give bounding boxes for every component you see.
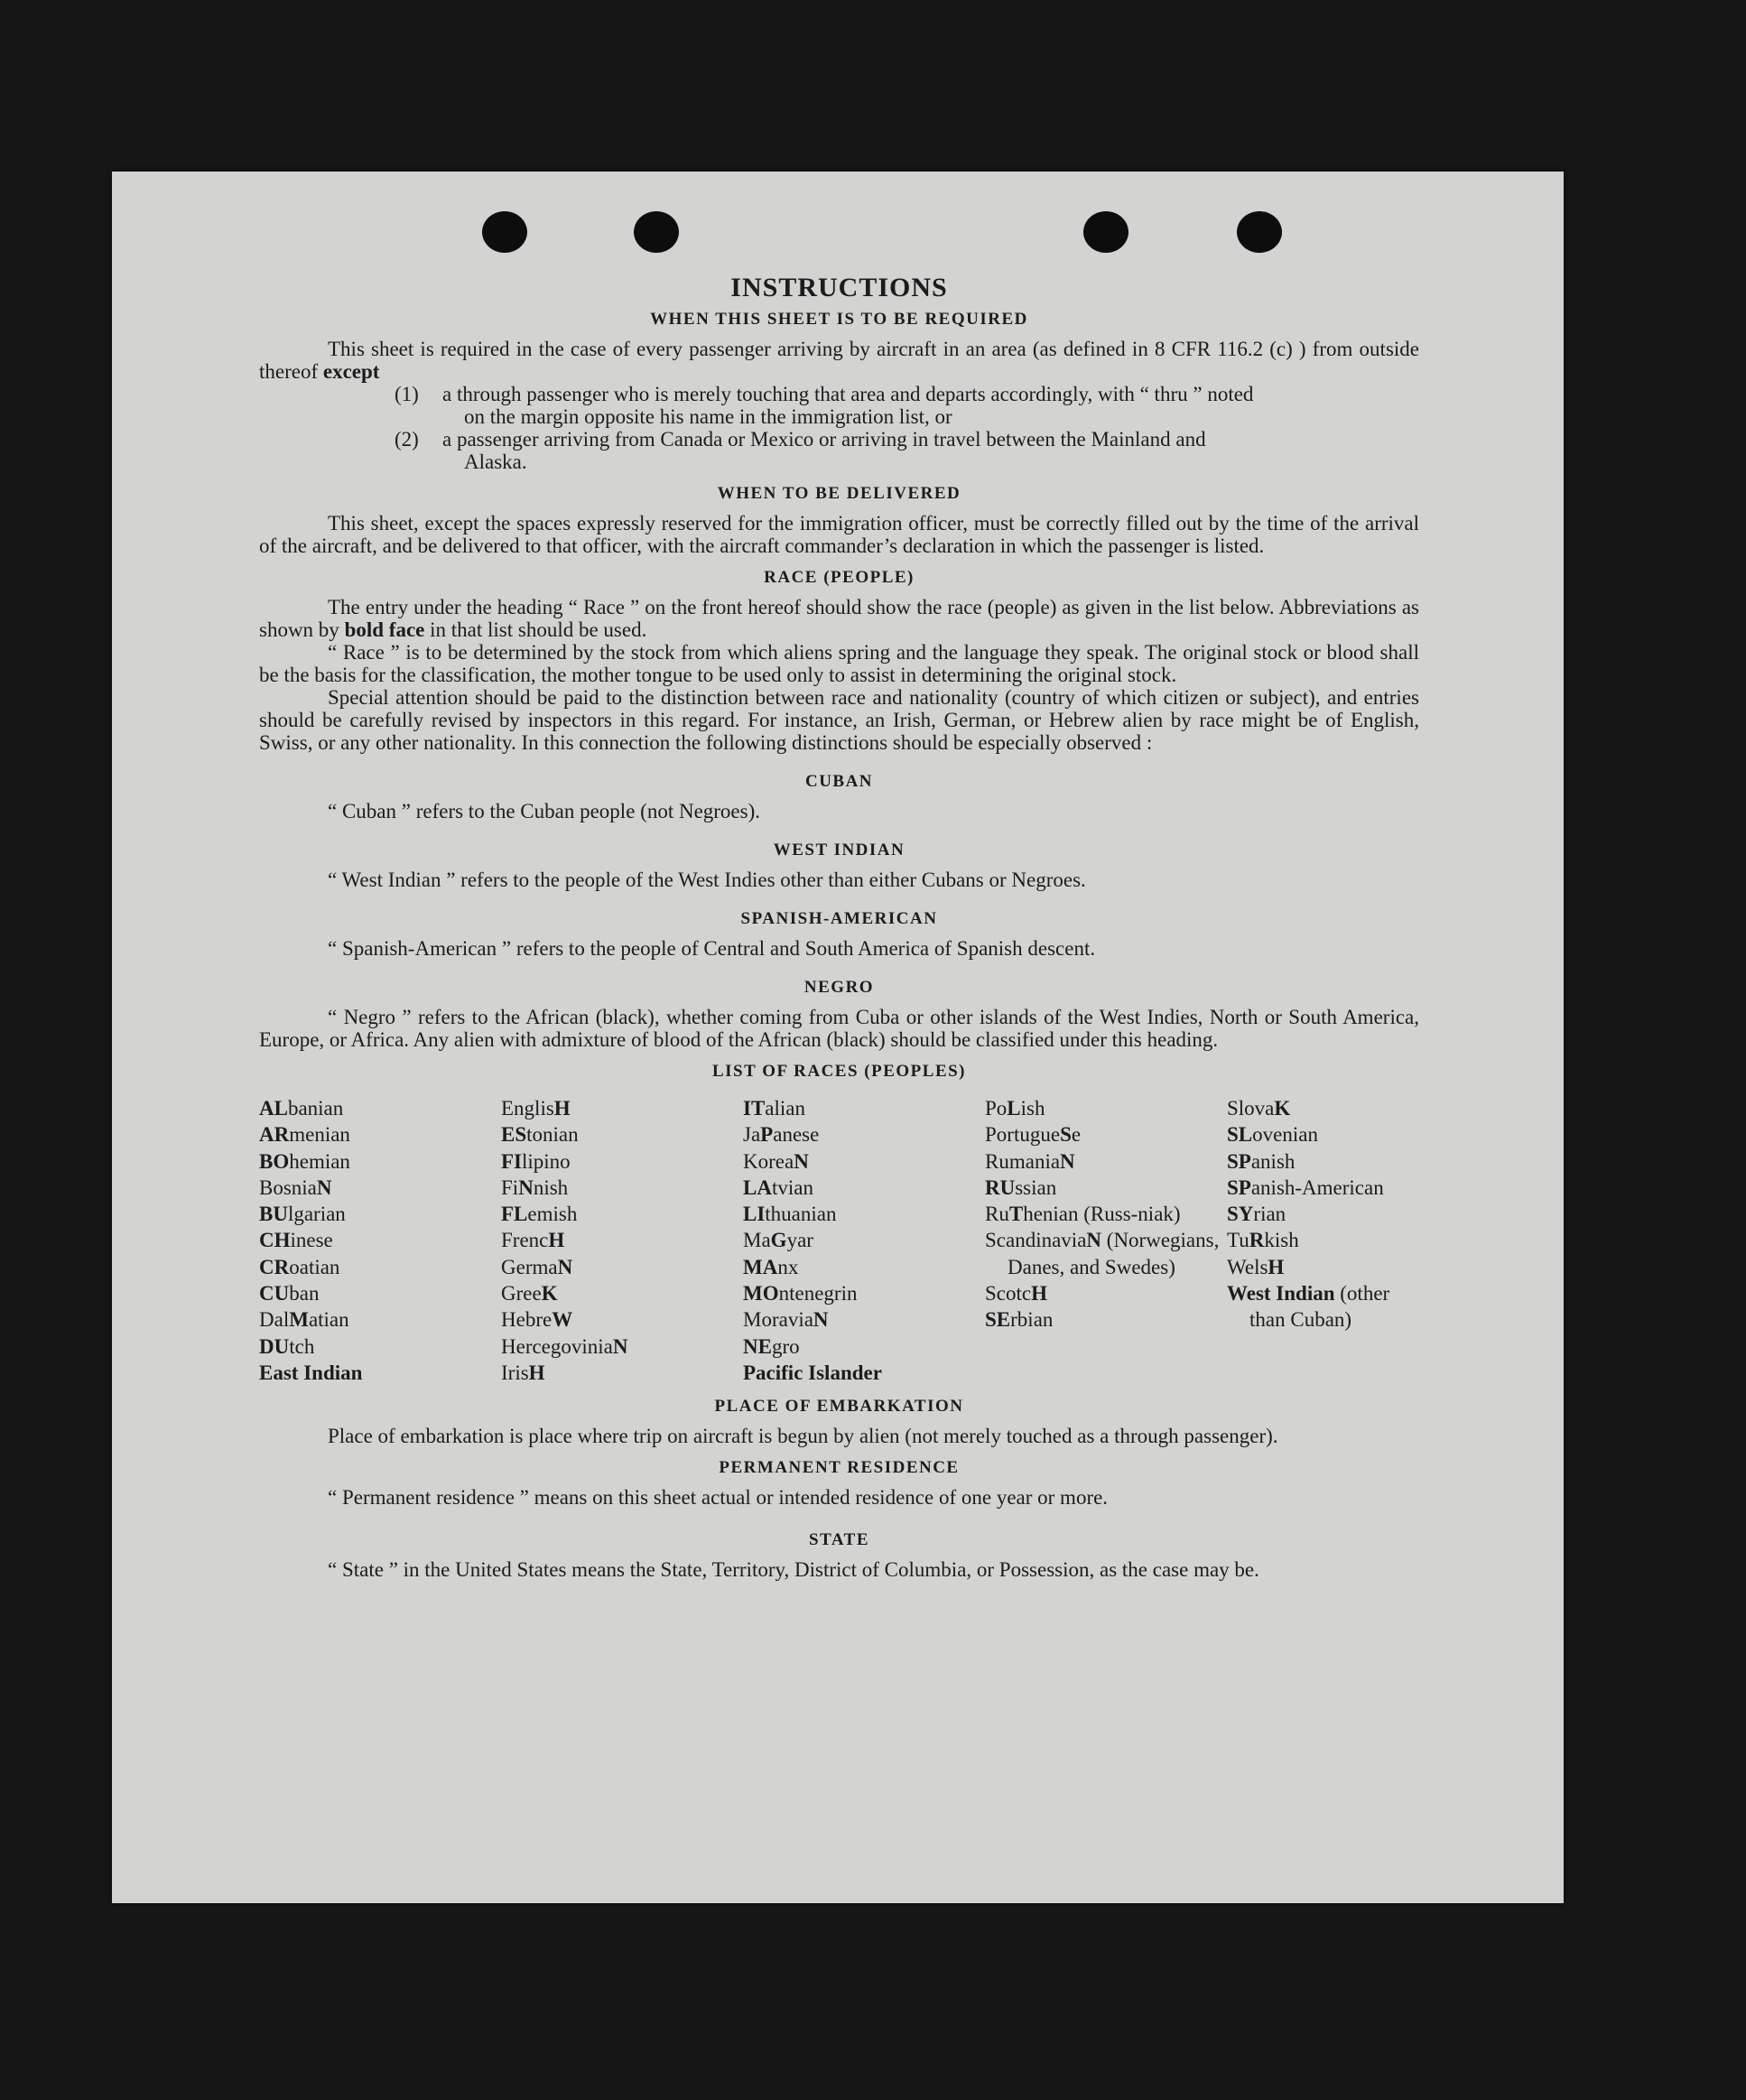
heading-permanent-residence: PERMANENT RESIDENCE (719, 1458, 960, 1478)
race-entry: FIlipino (501, 1149, 571, 1173)
race-entry: PoLish (985, 1097, 1045, 1120)
race-entry: ITalian (743, 1097, 805, 1120)
race-entry: NEgro (743, 1334, 800, 1358)
race-entry: MaGyar (743, 1229, 813, 1252)
heading-race: RACE (PEOPLE) (764, 568, 915, 587)
race-paragraph-2: “ Race ” is to be determined by the stock from which aliens spring and the language they speak. The original stock or blood shall be the basis for the classification, the mother tongue to be used only to assist in determining the original stock. (259, 641, 1419, 686)
instruction-sheet (112, 172, 1564, 1903)
race-entry: MAnx (743, 1255, 799, 1278)
race-entry: SLovenian (1227, 1123, 1318, 1147)
race-entry: FiNnish (501, 1175, 569, 1199)
race-entry: BUlgarian (259, 1203, 346, 1226)
race-entry: LIthuanian (743, 1203, 837, 1226)
heading-when-delivered: WHEN TO BE DELIVERED (717, 484, 961, 503)
race-entry: DalMatian (259, 1308, 349, 1332)
heading-when-required: WHEN THIS SHEET IS TO BE REQUIRED (650, 310, 1028, 329)
race-entry: CUban (259, 1282, 320, 1306)
race-entry: WelsH (1227, 1255, 1285, 1278)
exception-item-1: (1) a through passenger who is merely touching that area and departs accordingly, with “ thru ” noted on the margin opposite his name in the immigration list, or (395, 383, 1254, 428)
spanish-american-text: “ Spanish-American ” refers to the people of Central and South America of Spanish descent. (328, 937, 1096, 960)
negro-text: “ Negro ” refers to the African (black), whether coming from Cuba or other islands of the West Indies, North or South America, Europe, or Africa. Any alien with admixture of blood of the African (black) should be classified under this heading. (259, 1006, 1419, 1051)
race-entry: CHinese (259, 1229, 333, 1252)
race-entry: RumaniaN (985, 1149, 1075, 1173)
race-paragraph-3: Special attention should be paid to the distinction between race and nationality (country of which citizen or subject), and entries should be carefully revised by inspectors in this regard. For instance, an Irish, German, or Hebrew alien by race might be of English, Swiss, or any other nationality. In this connection the following distinctions should be especially observed : (259, 686, 1419, 754)
race-entry: East Indian (259, 1361, 363, 1384)
race-entry: SPanish (1227, 1149, 1296, 1173)
race-entry: RUssian (985, 1175, 1057, 1199)
race-entry: West Indian (other than Cuban) (1227, 1282, 1390, 1332)
when-delivered-text: This sheet, except the spaces expressly reserved for the immigration officer, must be correctly filled out by the time of the arrival of the aircraft, and be delivered to that officer, with the aircraft commander’s declaration in which the passenger is listed. (259, 512, 1419, 557)
race-entry: MoraviaN (743, 1308, 829, 1332)
race-entry: RuThenian (Russ-niak) (985, 1203, 1181, 1226)
state-text: “ State ” in the United States means the State, Territory, District of Columbia, or Possession, as the case may be. (328, 1558, 1259, 1582)
race-entry: CRoatian (259, 1255, 340, 1278)
race-entry: GreeK (501, 1282, 558, 1306)
cuban-text: “ Cuban ” refers to the Cuban people (not Negroes). (328, 800, 761, 822)
heading-list-of-races: LIST OF RACES (PEOPLES) (711, 1062, 967, 1081)
punch-hole (634, 211, 679, 253)
race-entry: HercegoviniaN (501, 1334, 628, 1358)
exception-item-2: (2) a passenger arriving from Canada or Mexico or arriving in travel between the Mainland and Alaska. (395, 428, 1206, 473)
heading-west-indian: WEST INDIAN (773, 841, 906, 860)
punch-hole (1083, 211, 1128, 253)
races-column-4 (985, 1095, 1227, 1386)
west-indian-text: “ West Indian ” refers to the people of the West Indies other than either Cubans or Negroes. (328, 869, 1086, 891)
instructions-content (259, 273, 1419, 1582)
race-entry: FrencH (501, 1229, 565, 1252)
race-entry: FLemish (501, 1203, 578, 1226)
race-entry: SErbian (985, 1308, 1054, 1332)
heading-state: STATE (809, 1530, 869, 1550)
race-entry: EStonian (501, 1123, 579, 1147)
race-entry: GermaN (501, 1255, 573, 1278)
race-entry: ScotcH (985, 1282, 1047, 1306)
permanent-residence-text: “ Permanent residence ” means on this sheet actual or intended residence of one year or more. (328, 1486, 1109, 1510)
race-entry: LAtvian (743, 1175, 813, 1199)
race-entry: JaPanese (743, 1123, 820, 1147)
race-entry: IrisH (501, 1361, 545, 1384)
heading-cuban: CUBAN (804, 772, 874, 791)
race-entry: SlovaK (1227, 1097, 1291, 1120)
races-column-5 (1227, 1095, 1419, 1386)
heading-negro: NEGRO (803, 978, 875, 997)
race-entry: MOntenegrin (743, 1282, 858, 1306)
race-entry: KoreaN (743, 1149, 809, 1173)
heading-embarkation: PLACE OF EMBARKATION (714, 1397, 964, 1417)
race-entry: Pacific Islander (743, 1361, 882, 1384)
page-title: INSTRUCTIONS (730, 273, 948, 302)
heading-spanish-american: SPANISH-AMERICAN (740, 909, 938, 928)
race-entry: DUtch (259, 1334, 315, 1358)
race-entry: SYrian (1227, 1203, 1286, 1226)
race-entry: BOhemian (259, 1149, 350, 1173)
race-entry: ScandinaviaN (Norwegians, Danes, and Swedes) (985, 1229, 1220, 1278)
races-column-2 (501, 1095, 743, 1386)
punch-hole (482, 211, 527, 253)
races-column-1 (259, 1095, 501, 1386)
race-entry: ARmenian (259, 1123, 350, 1147)
race-entry: EnglisH (501, 1097, 571, 1120)
race-entry: BosniaN (259, 1175, 332, 1199)
races-column-3 (743, 1095, 985, 1386)
race-paragraph-1: The entry under the heading “ Race ” on the front hereof should show the race (people) as given in the list below. Abbreviations as shown by bold face in that list should be used. (259, 596, 1419, 641)
races-list (259, 1095, 1419, 1386)
race-entry: ALbanian (259, 1097, 344, 1120)
punch-hole (1237, 211, 1282, 253)
race-entry: PortugueSe (985, 1123, 1082, 1147)
race-entry: TuRkish (1227, 1229, 1299, 1252)
race-entry: HebreW (501, 1308, 573, 1332)
when-required-text: This sheet is required in the case of every passenger arriving by aircraft in an area (as defined in 8 CFR 116.2 (c) ) from outside thereof except (259, 338, 1419, 383)
race-entry: SPanish-American (1227, 1175, 1384, 1199)
embarkation-text: Place of embarkation is place where trip on aircraft is begun by alien (not merely touched as a through passenger). (328, 1425, 1278, 1448)
